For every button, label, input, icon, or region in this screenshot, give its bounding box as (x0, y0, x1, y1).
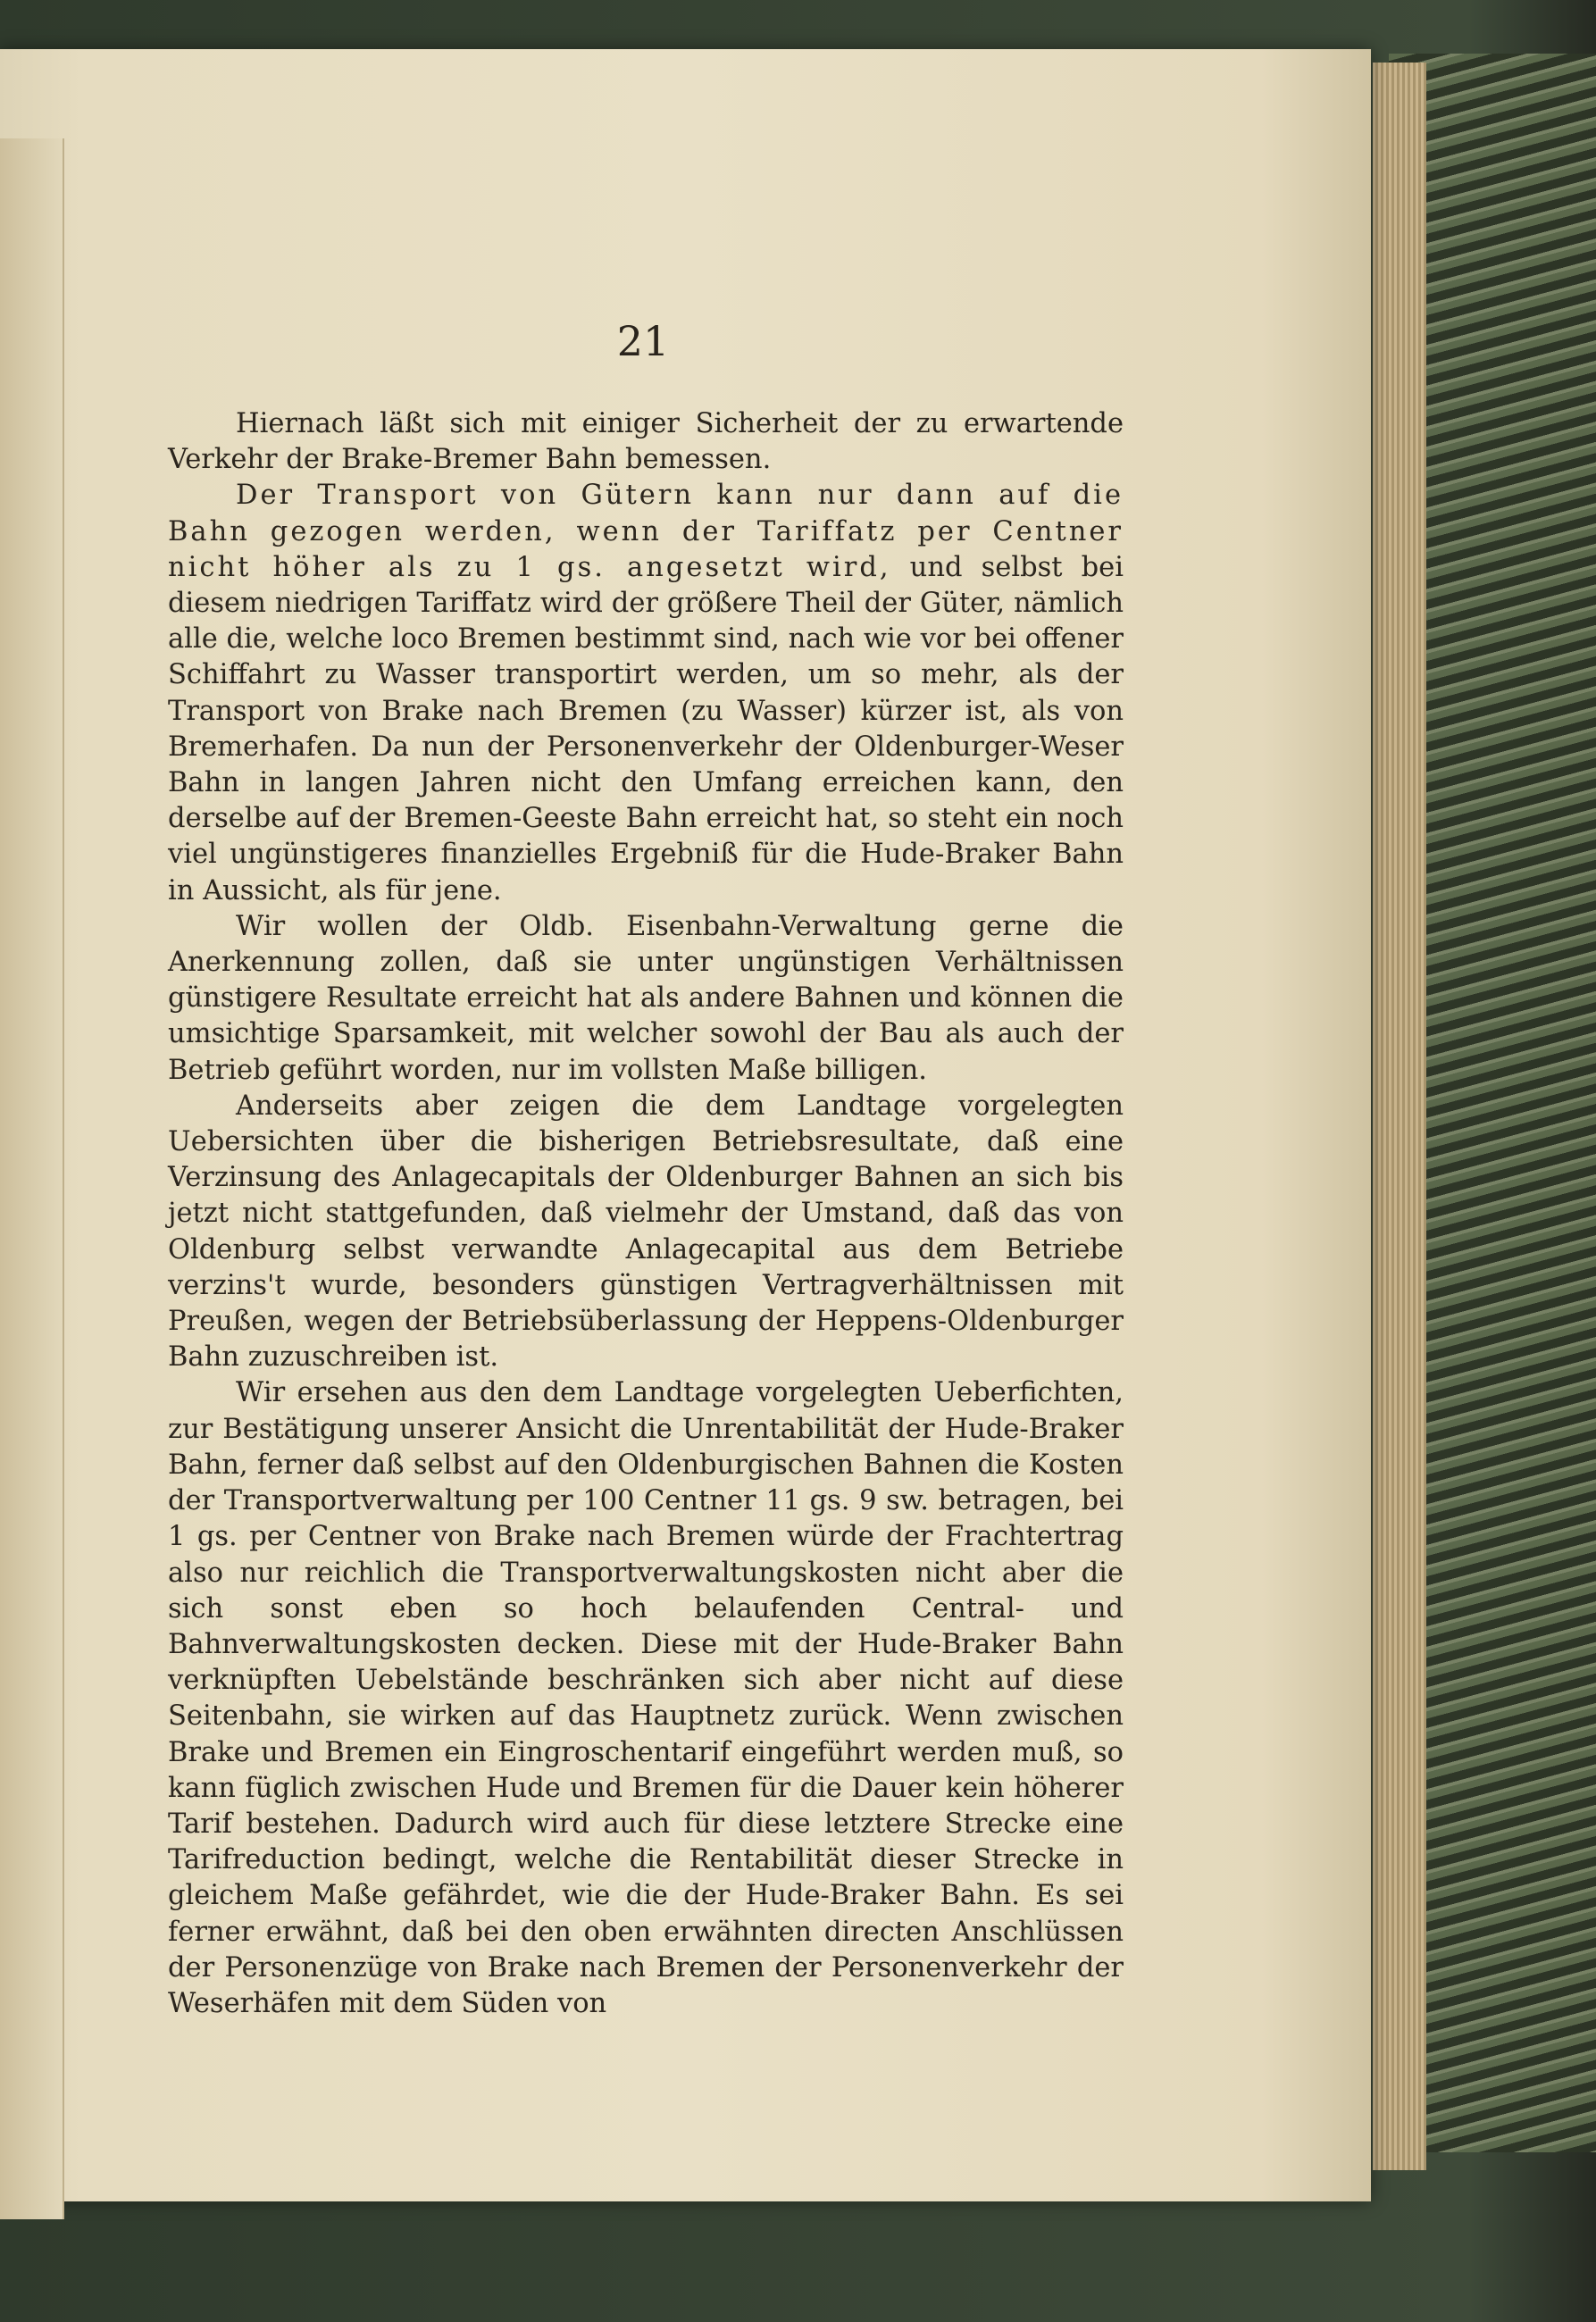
paragraph-5 (168, 1375, 1124, 2022)
book-page (0, 49, 1371, 2201)
page-body-text (168, 406, 1124, 2022)
paragraph-3 (168, 909, 1124, 1089)
paragraph-1 (168, 406, 1124, 478)
paragraph-5-text: Wir ersehen aus den dem Landtage vorgelegten Ueberfichten, zur Bestätigung unserer Ansicht die Unrentabilität der Hude-Braker Bahn, ferner daß selbst auf den Oldenburgischen Bahnen die Kosten der Transportverwaltung per 100 Centner 11 gs. 9 sw. betragen, bei 1 gs. per Centner von Brake nach Bremen würde der Frachtertrag also nur reichlich die Transportverwaltungskosten nicht aber die sich sonst eben so hoch belaufenden Central- und Bahnverwaltungskosten decken. Diese mit der Hude-Braker Bahn verknüpften Uebelstände beschränken sich aber nicht auf diese Seitenbahn, sie wirken auf das Hauptnetz zurück. Wenn zwischen Brake und Bremen ein Eingroschentarif eingeführt werden muß, so kann füglich zwischen Hude und Bremen für die Dauer kein höherer Tarif bestehen. Dadurch wird auch für diese letztere Strecke eine Tarifreduction bedingt, welche die Rentabilität dieser Strecke in gleichem Maße gefährdet, wie die der Hude-Braker Bahn. Es sei ferner erwähnt, daß bei den oben erwähnten directen Anschlüssen der Personenzüge von Brake nach Bremen der Personenverkehr der Weserhäfen mit dem Süden von (168, 1377, 1124, 2019)
previous-page-edge (0, 138, 64, 2219)
paragraph-4-text: Anderseits aber zeigen die dem Landtage vorgelegten Uebersichten über die bisherigen Betriebsresultate, daß eine Verzinsung des Anlagecapitals der Oldenburger Bahnen an sich bis jetzt nicht stattgefunden, daß vielmehr der Umstand, daß das von Oldenburg selbst verwandte Anlagecapital aus dem Betriebe verzins't wurde, besonders günstigen Vertragverhältnissen mit Preußen, wegen der Betriebsüberlassung der Heppens-Oldenburger Bahn zuzuschreiben ist. (168, 1090, 1124, 1374)
page-stack-edge (1373, 63, 1426, 2170)
paragraph-2 (168, 478, 1124, 908)
paragraph-3-text: Wir wollen der Oldb. Eisenbahn-Verwaltung gerne die Anerkennung zollen, daß sie unter ungünstigen Verhältnissen günstigere Resultate erreicht hat als andere Bahnen und können die umsichtige Sparsamkeit, mit welcher sowohl der Bau als auch der Betrieb geführt worden, nur im vollsten Maße billigen. (168, 910, 1124, 1086)
paragraph-2-text: und selbst bei diesem niedrigen Tariffatz wird der größere Theil der Güter, nämlich alle die, welche loco Bremen bestimmt sind, nach wie vor bei offener Schiffahrt zu Wasser transportirt werden, um so mehr, als der Transport von Brake nach Bremen (zu Wasser) kürzer ist, als von Bremerhafen. Da nun der Personenverkehr der Oldenburger-Weser Bahn in langen Jahren nicht den Umfang erreichen kann, den derselbe auf der Bremen-Geeste Bahn erreicht hat, so steht ein noch viel ungünstigeres finanzielles Ergebniß für die Hude-Braker Bahn in Aussicht, als für jene. (168, 551, 1124, 906)
page-number: 21 (616, 317, 670, 365)
paragraph-1-text: Hiernach läßt sich mit einiger Sicherheit der zu erwartende Verkehr der Brake-Bremer Bahn bemessen. (168, 408, 1124, 476)
paragraph-4 (168, 1089, 1124, 1376)
paragraph-2-spaced-intro: Der Transport von Gütern kann nur dann auf die Bahn gezogen werden, wenn der Tariffatz per Centner nicht höher als zu 1 gs. angesetzt wird, (168, 480, 1124, 583)
